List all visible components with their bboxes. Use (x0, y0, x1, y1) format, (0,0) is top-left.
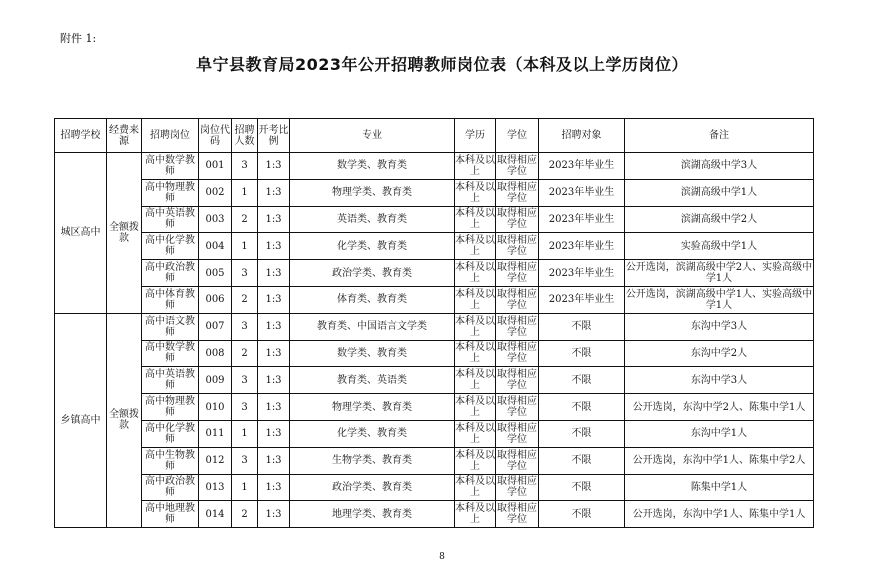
page-title: 阜宁县教育局2023年公开招聘教师岗位表（本科及以上学历岗位） (195, 55, 689, 74)
table-row (55, 340, 814, 367)
ratio-cell: 1:3 (258, 474, 290, 501)
note-cell: 公开选岗，东沟中学1人、陈集中学1人 (625, 501, 814, 528)
position-cell: 高中英语教师 (142, 206, 199, 233)
degree-cell: 取得相应学位 (496, 260, 539, 287)
table-row (55, 179, 814, 206)
ratio-cell: 1:3 (258, 447, 290, 474)
note-cell: 东沟中学3人 (625, 367, 814, 394)
target-cell: 2023年毕业生 (539, 179, 625, 206)
ratio-cell: 1:3 (258, 420, 290, 447)
count-cell: 2 (232, 340, 258, 367)
position-cell: 高中英语教师 (142, 367, 199, 394)
code-cell: 002 (199, 179, 232, 206)
table-row (55, 153, 814, 180)
education-cell: 本科及以上 (455, 206, 496, 233)
target-cell: 不限 (539, 420, 625, 447)
count-cell: 1 (232, 179, 258, 206)
education-cell: 本科及以上 (455, 474, 496, 501)
ratio-cell: 1:3 (258, 286, 290, 313)
ratio-cell: 1:3 (258, 233, 290, 260)
education-cell: 本科及以上 (455, 340, 496, 367)
code-cell: 011 (199, 420, 232, 447)
note-cell: 滨湖高级中学1人 (625, 179, 814, 206)
degree-cell: 取得相应学位 (496, 367, 539, 394)
degree-cell: 取得相应学位 (496, 233, 539, 260)
code-cell: 014 (199, 501, 232, 528)
code-cell: 003 (199, 206, 232, 233)
education-cell: 本科及以上 (455, 153, 496, 180)
header-count: 招聘人数 (232, 119, 258, 153)
count-cell: 3 (232, 260, 258, 287)
code-cell: 007 (199, 313, 232, 340)
count-cell: 3 (232, 447, 258, 474)
degree-cell: 取得相应学位 (496, 313, 539, 340)
degree-cell: 取得相应学位 (496, 286, 539, 313)
code-cell: 006 (199, 286, 232, 313)
major-cell: 体育类、教育类 (290, 286, 455, 313)
position-cell: 高中数学教师 (142, 153, 199, 180)
header-row (55, 119, 814, 153)
count-cell: 3 (232, 367, 258, 394)
table-row (55, 313, 814, 340)
count-cell: 2 (232, 206, 258, 233)
header-ratio: 开考比例 (258, 119, 290, 153)
position-cell: 高中语文教师 (142, 313, 199, 340)
code-cell: 004 (199, 233, 232, 260)
position-cell: 高中政治教师 (142, 260, 199, 287)
major-cell: 数学类、教育类 (290, 340, 455, 367)
table-row (55, 394, 814, 421)
ratio-cell: 1:3 (258, 179, 290, 206)
note-cell: 东沟中学3人 (625, 313, 814, 340)
table-row (55, 206, 814, 233)
header-position: 招聘岗位 (142, 119, 199, 153)
ratio-cell: 1:3 (258, 260, 290, 287)
target-cell: 不限 (539, 367, 625, 394)
position-cell: 高中物理教师 (142, 179, 199, 206)
position-cell: 高中政治教师 (142, 474, 199, 501)
target-cell: 2023年毕业生 (539, 206, 625, 233)
ratio-cell: 1:3 (258, 367, 290, 394)
header-target: 招聘对象 (539, 119, 625, 153)
education-cell: 本科及以上 (455, 179, 496, 206)
major-cell: 英语类、教育类 (290, 206, 455, 233)
code-cell: 005 (199, 260, 232, 287)
note-cell: 公开选岗，滨湖高级中学1人、实验高级中学1人 (625, 286, 814, 313)
ratio-cell: 1:3 (258, 313, 290, 340)
code-cell: 009 (199, 367, 232, 394)
major-cell: 政治学类、教育类 (290, 260, 455, 287)
header-school: 招聘学校 (55, 119, 107, 153)
degree-cell: 取得相应学位 (496, 501, 539, 528)
target-cell: 不限 (539, 313, 625, 340)
degree-cell: 取得相应学位 (496, 206, 539, 233)
degree-cell: 取得相应学位 (496, 474, 539, 501)
funding-cell: 全额拨款 (107, 313, 142, 527)
table-row (55, 260, 814, 287)
education-cell: 本科及以上 (455, 501, 496, 528)
position-cell: 高中数学教师 (142, 340, 199, 367)
position-cell: 高中化学教师 (142, 233, 199, 260)
code-cell: 001 (199, 153, 232, 180)
education-cell: 本科及以上 (455, 286, 496, 313)
education-cell: 本科及以上 (455, 233, 496, 260)
education-cell: 本科及以上 (455, 313, 496, 340)
degree-cell: 取得相应学位 (496, 420, 539, 447)
code-cell: 010 (199, 394, 232, 421)
header-major: 专业 (290, 119, 455, 153)
target-cell: 不限 (539, 474, 625, 501)
degree-cell: 取得相应学位 (496, 447, 539, 474)
school-cell: 城区高中 (55, 153, 107, 314)
major-cell: 教育类、中国语言文学类 (290, 313, 455, 340)
major-cell: 生物学类、教育类 (290, 447, 455, 474)
note-cell: 东沟中学1人 (625, 420, 814, 447)
header-notes: 备注 (625, 119, 814, 153)
position-cell: 高中化学教师 (142, 420, 199, 447)
header-education: 学历 (455, 119, 496, 153)
major-cell: 教育类、英语类 (290, 367, 455, 394)
count-cell: 3 (232, 394, 258, 421)
note-cell: 陈集中学1人 (625, 474, 814, 501)
major-cell: 物理学类、教育类 (290, 179, 455, 206)
position-cell: 高中地理教师 (142, 501, 199, 528)
header-funding: 经费来源 (107, 119, 142, 153)
education-cell: 本科及以上 (455, 367, 496, 394)
target-cell: 不限 (539, 447, 625, 474)
funding-cell: 全额拨款 (107, 153, 142, 314)
header-code: 岗位代码 (199, 119, 232, 153)
recruitment-table (54, 118, 814, 528)
major-cell: 地理学类、教育类 (290, 501, 455, 528)
ratio-cell: 1:3 (258, 394, 290, 421)
note-cell: 东沟中学2人 (625, 340, 814, 367)
education-cell: 本科及以上 (455, 420, 496, 447)
education-cell: 本科及以上 (455, 394, 496, 421)
table-row (55, 447, 814, 474)
note-cell: 公开选岗，滨湖高级中学2人、实验高级中学1人 (625, 260, 814, 287)
degree-cell: 取得相应学位 (496, 153, 539, 180)
degree-cell: 取得相应学位 (496, 179, 539, 206)
count-cell: 1 (232, 474, 258, 501)
count-cell: 2 (232, 286, 258, 313)
table-row (55, 233, 814, 260)
code-cell: 008 (199, 340, 232, 367)
position-cell: 高中生物教师 (142, 447, 199, 474)
count-cell: 3 (232, 153, 258, 180)
table-row (55, 474, 814, 501)
note-cell: 公开选岗，东沟中学1人、陈集中学2人 (625, 447, 814, 474)
education-cell: 本科及以上 (455, 447, 496, 474)
table-row (55, 420, 814, 447)
note-cell: 滨湖高级中学3人 (625, 153, 814, 180)
code-cell: 013 (199, 474, 232, 501)
degree-cell: 取得相应学位 (496, 394, 539, 421)
table-row (55, 286, 814, 313)
code-cell: 012 (199, 447, 232, 474)
target-cell: 不限 (539, 394, 625, 421)
header-degree: 学位 (496, 119, 539, 153)
target-cell: 2023年毕业生 (539, 260, 625, 287)
target-cell: 不限 (539, 501, 625, 528)
note-cell: 公开选岗，东沟中学2人、陈集中学1人 (625, 394, 814, 421)
note-cell: 实验高级中学1人 (625, 233, 814, 260)
note-cell: 滨湖高级中学2人 (625, 206, 814, 233)
count-cell: 3 (232, 313, 258, 340)
school-cell: 乡镇高中 (55, 313, 107, 527)
education-cell: 本科及以上 (455, 260, 496, 287)
page-number: 8 (439, 552, 445, 562)
target-cell: 2023年毕业生 (539, 233, 625, 260)
ratio-cell: 1:3 (258, 340, 290, 367)
major-cell: 数学类、教育类 (290, 153, 455, 180)
ratio-cell: 1:3 (258, 153, 290, 180)
degree-cell: 取得相应学位 (496, 340, 539, 367)
major-cell: 政治学类、教育类 (290, 474, 455, 501)
attachment-label: 附件 1: (60, 32, 97, 45)
count-cell: 1 (232, 420, 258, 447)
position-cell: 高中体育教师 (142, 286, 199, 313)
target-cell: 不限 (539, 340, 625, 367)
target-cell: 2023年毕业生 (539, 286, 625, 313)
table-row (55, 367, 814, 394)
table-row (55, 501, 814, 528)
target-cell: 2023年毕业生 (539, 153, 625, 180)
ratio-cell: 1:3 (258, 206, 290, 233)
ratio-cell: 1:3 (258, 501, 290, 528)
major-cell: 化学类、教育类 (290, 233, 455, 260)
position-cell: 高中物理教师 (142, 394, 199, 421)
count-cell: 1 (232, 233, 258, 260)
count-cell: 2 (232, 501, 258, 528)
major-cell: 化学类、教育类 (290, 420, 455, 447)
major-cell: 物理学类、教育类 (290, 394, 455, 421)
